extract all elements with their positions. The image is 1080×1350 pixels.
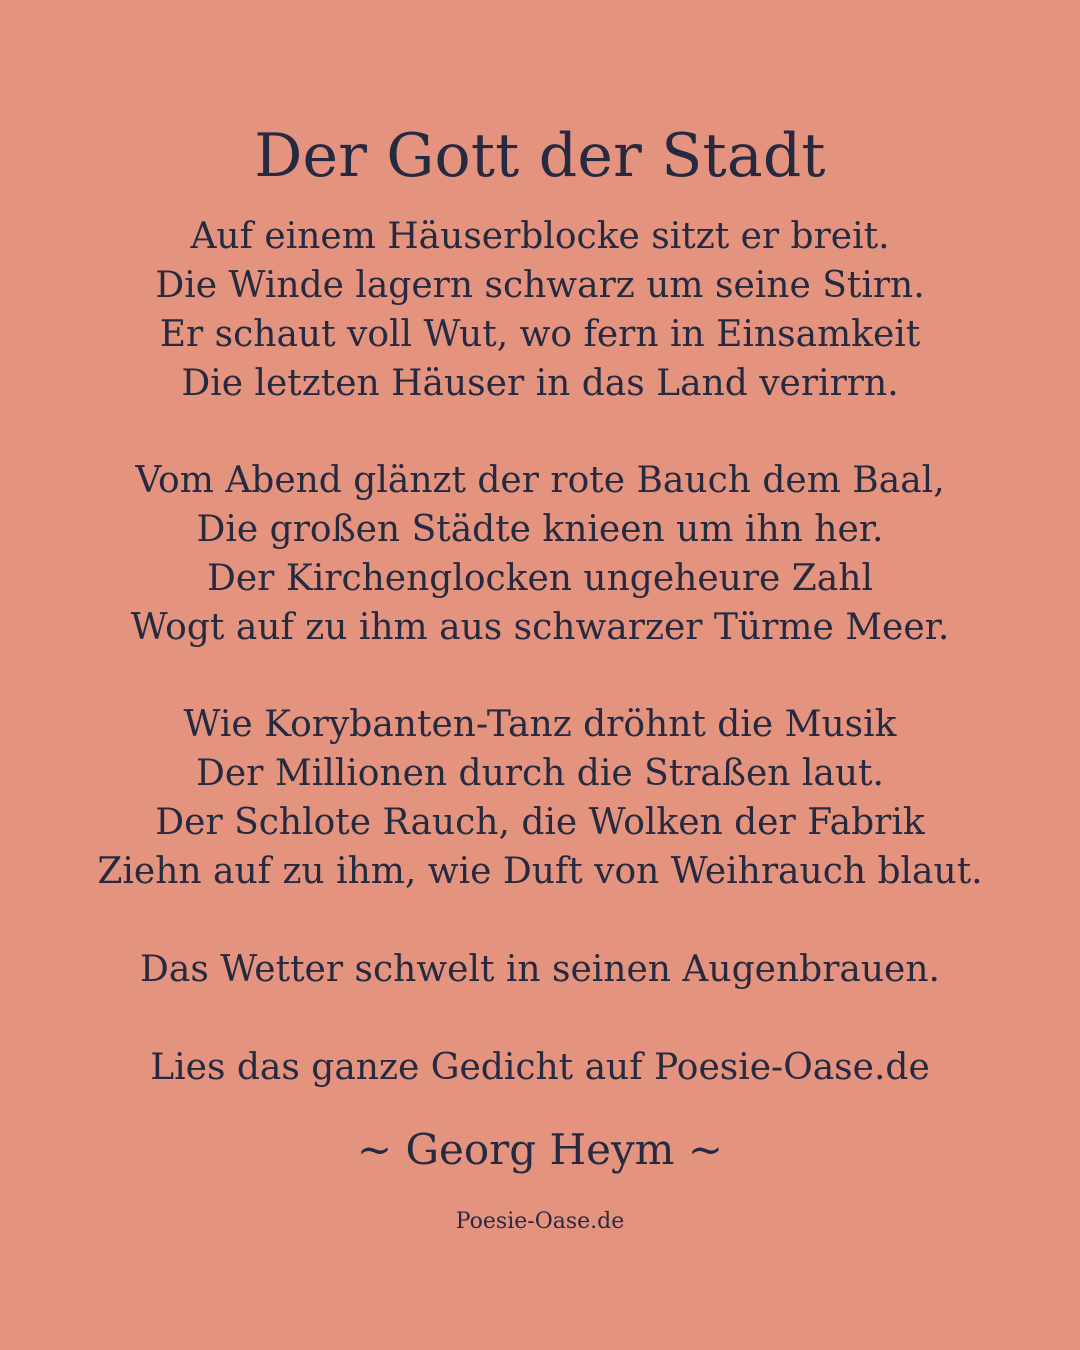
poem-line: Die großen Städte knieen um ihn her. <box>196 509 884 550</box>
read-more-text: Lies das ganze Gedicht auf Poesie-Oase.de <box>150 1047 930 1088</box>
site-name: Poesie-Oase.de <box>455 1209 625 1234</box>
poem-line: Das Wetter schwelt in seinen Augenbrauen. <box>140 949 940 990</box>
poem-line: Wie Korybanten-Tanz dröhnt die Musik <box>183 704 897 745</box>
poem-line: Die letzten Häuser in das Land verirrn. <box>181 363 899 404</box>
poem-line: Auf einem Häuserblocke sitzt er breit. <box>190 216 890 257</box>
poem-line: Ziehn auf zu ihm, wie Duft von Weihrauch blaut. <box>97 851 983 892</box>
poem-line: Der Millionen durch die Straßen laut. <box>196 753 884 794</box>
poem-title: Der Gott der Stadt <box>254 121 826 191</box>
poem-line: Der Schlote Rauch, die Wolken der Fabrik <box>155 802 925 843</box>
poem-line: Der Kirchenglocken ungeheure Zahl <box>207 558 873 599</box>
author-name: ~ Georg Heym ~ <box>356 1125 724 1174</box>
poem-line: Die Winde lagern schwarz um seine Stirn. <box>155 265 925 306</box>
poem-line: Wogt auf zu ihm aus schwarzer Türme Meer. <box>130 607 950 648</box>
poem-line: Vom Abend glänzt der rote Bauch dem Baal, <box>135 460 945 501</box>
poem-line: Er schaut voll Wut, wo fern in Einsamkeit <box>159 314 921 355</box>
